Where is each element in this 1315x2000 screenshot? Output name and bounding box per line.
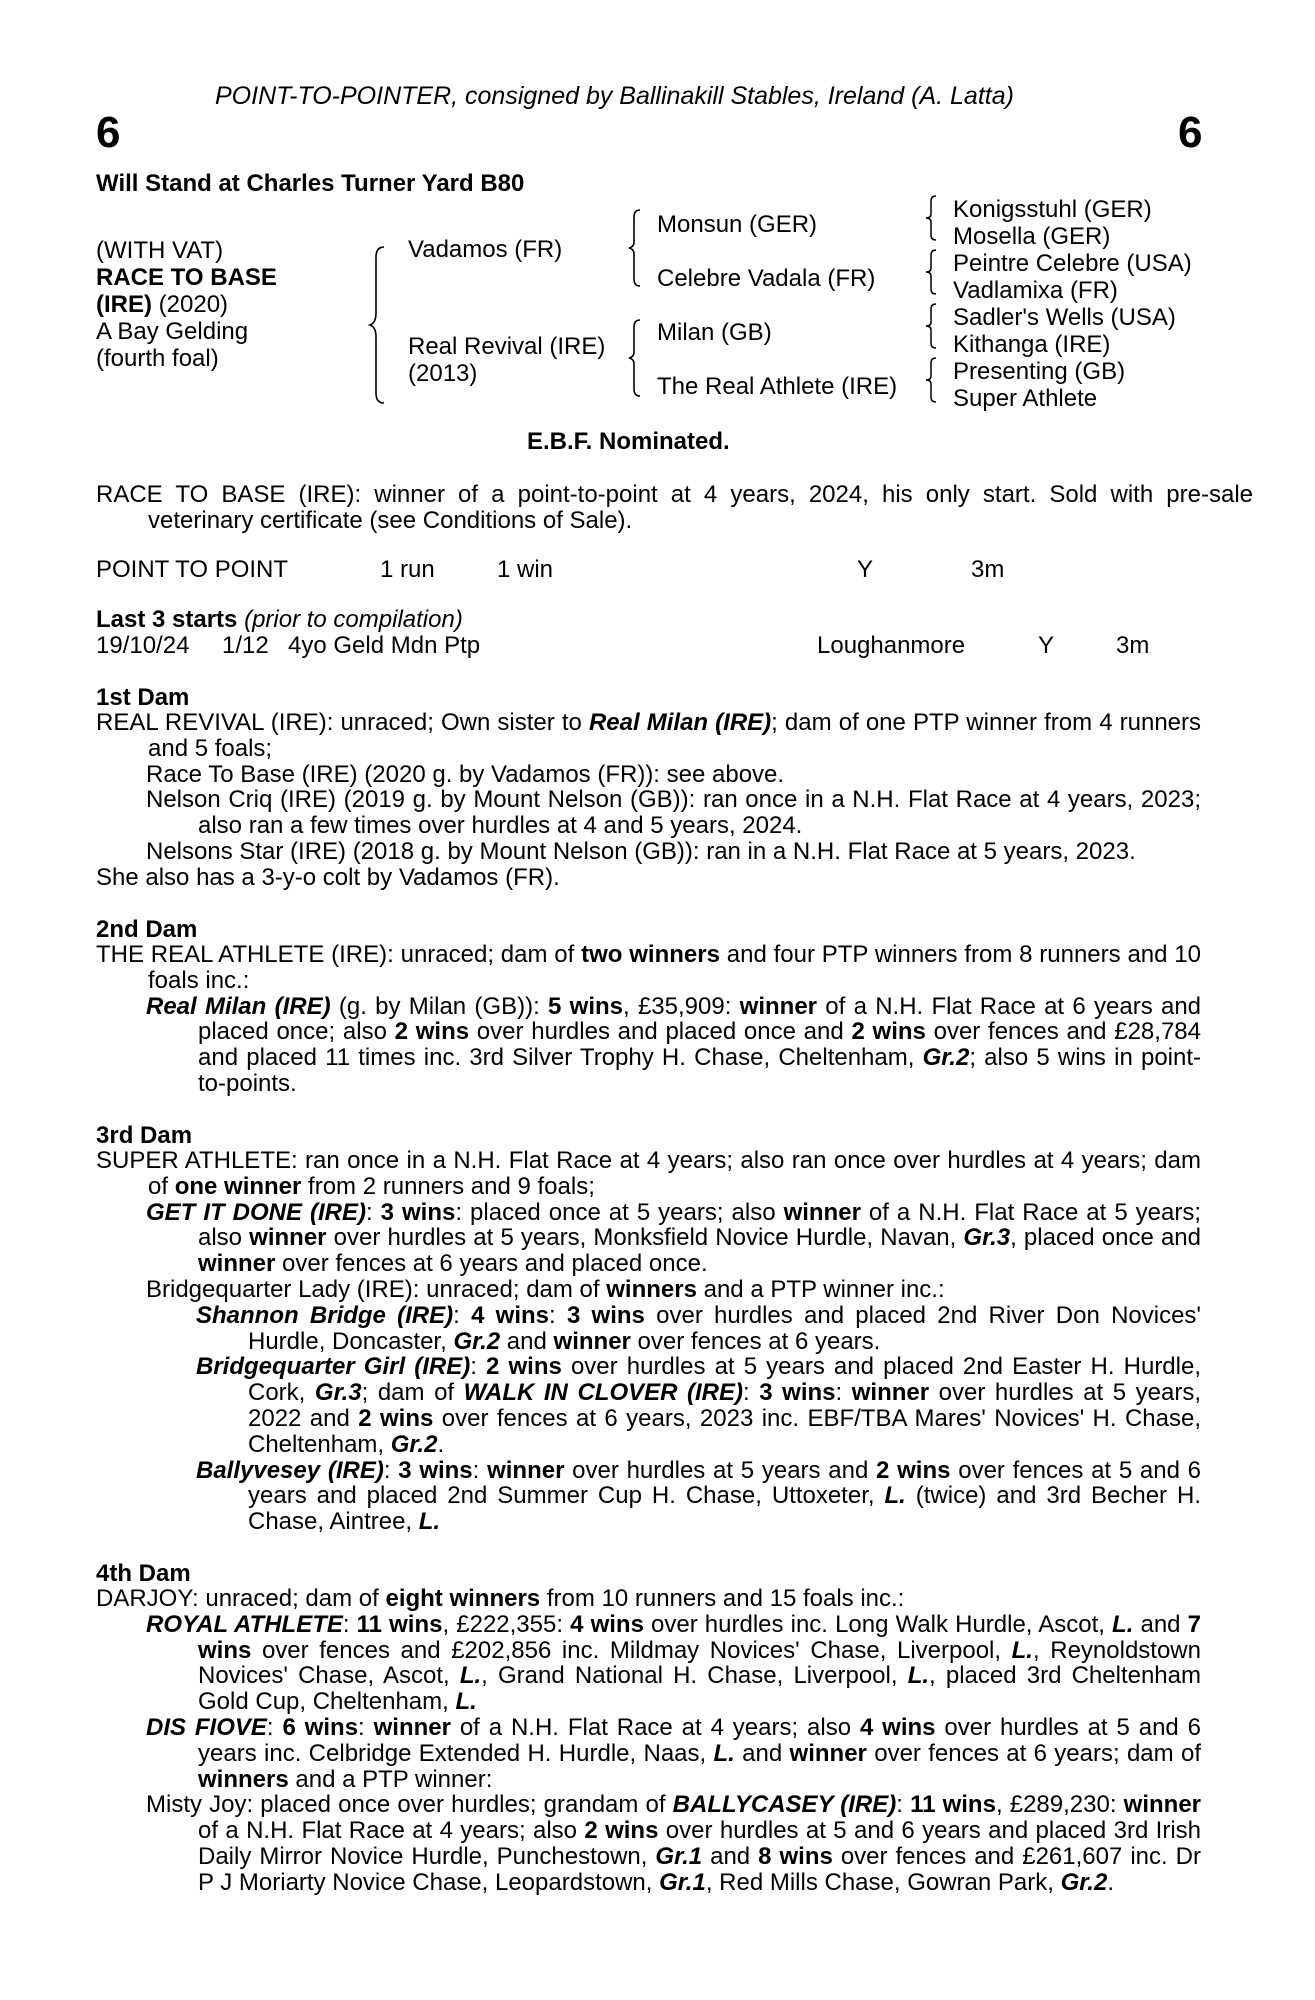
consignor-caption: POINT-TO-POINTER, consigned by Ballinakill Stables, Ireland (A. Latta): [215, 82, 1014, 110]
last-starts-heading: [96, 606, 463, 634]
grand-7: Presenting (GB): [953, 358, 1126, 385]
dam1-offspring-1: Race To Base (IRE) (2020 g. by Vadamos (FR)): see above.: [146, 760, 785, 788]
dam1-section: [96, 710, 1201, 891]
dam3-offspring-get-it-done: GET IT DONE (IRE): 3 wins: placed once at 5 years; also winner of a N.H. Flat Race at 5 years; also winner over hurdles at 5 years, Monksfield Novice Hurdle, Navan, Gr.3, placed once and winner over fences at 6 years and placed once.: [146, 1198, 1202, 1278]
start-position: 1/12: [222, 632, 269, 659]
horse-description: A Bay Gelding: [96, 318, 249, 345]
record-label: POINT TO POINT: [96, 556, 289, 583]
start-date: 19/10/24: [96, 632, 190, 659]
pedigree-bracket-g2: [926, 248, 938, 296]
lot-number-left: 6: [96, 108, 121, 157]
horse-origin-year: [96, 291, 228, 318]
dam3-description: SUPER ATHLETE: ran once in a N.H. Flat Race at 4 years; also ran once over hurdles at 4 years; dam of one winner from 2 runners and 9 foals;: [96, 1147, 1201, 1200]
dam2-section: [96, 942, 1201, 1097]
pedigree-bracket-g3: [926, 302, 938, 350]
dam4-offspring-dis-fiove: DIS FIOVE: 6 wins: winner of a N.H. Flat Race at 4 years; also 4 wins over hurdles at 5 and 6 years inc. Celbridge Extended H. Hurdle, Naas, L. and winner over fences at 6 years; dam of winners and a PTP winner:: [146, 1713, 1201, 1793]
sire-dam: Celebre Vadala (FR): [657, 265, 876, 292]
dam-year: (2013): [408, 360, 478, 387]
dam1-heading: 1st Dam: [96, 684, 190, 711]
dam1-description: REAL REVIVAL (IRE): unraced; Own sister to Real Milan (IRE); dam of one PTP winner from 4 runners and 5 foals;: [96, 709, 1202, 762]
dam2-description: THE REAL ATHLETE (IRE): unraced; dam of two winners and four PTP winners from 8 runners and 10 foals inc.:: [96, 941, 1201, 994]
start-distance: 3m: [1116, 632, 1150, 659]
grand-6: Kithanga (IRE): [953, 331, 1111, 358]
last-starts-note: (prior to compilation): [244, 606, 463, 633]
dam4-heading: 4th Dam: [96, 1560, 191, 1587]
dam4-section: [96, 1586, 1201, 1896]
dam3-heading: 3rd Dam: [96, 1122, 193, 1149]
dam4-description: DARJOY: unraced; dam of eight winners from 10 runners and 15 foals inc.:: [96, 1585, 905, 1612]
horse-year: (2020): [152, 291, 229, 318]
last-starts-title: Last 3 starts: [96, 606, 238, 633]
stand-location: Will Stand at Charles Turner Yard B80: [96, 170, 525, 197]
grand-1: Konigsstuhl (GER): [953, 196, 1152, 223]
horse-country: (IRE): [96, 291, 152, 318]
dam2-heading: 2nd Dam: [96, 916, 198, 943]
grand-2: Mosella (GER): [953, 223, 1111, 250]
dam3-offspring-bridgequarter-lady: Bridgequarter Lady (IRE): unraced; dam of winners and a PTP winner inc.:: [146, 1275, 945, 1303]
grand-4: Vadlamixa (FR): [953, 277, 1118, 304]
pedigree-bracket-dam: [629, 318, 643, 398]
vat-note: (WITH VAT): [96, 237, 224, 264]
pedigree-bracket-sire: [629, 208, 643, 288]
dam1-sister-name: Real Milan (IRE): [588, 709, 772, 736]
sire-sire: Monsun (GER): [657, 211, 818, 238]
dam-dam: The Real Athlete (IRE): [657, 373, 898, 400]
dam4-offspring-royal-athlete: ROYAL ATHLETE: 11 wins, £222,355: 4 wins over hurdles inc. Long Walk Hurdle, Ascot, L. and 7 wins over fences and £202,856 inc. Mildmay Novices' Chase, Liverpool, L., Reynoldstown Novices' Chase, Ascot, L., Grand National H. Chase, Liverpool, L., placed 3rd Cheltenham Gold Cup, Cheltenham, L.: [146, 1610, 1201, 1716]
dam-sire: Milan (GB): [657, 319, 772, 346]
pedigree-bracket-main: [370, 245, 390, 405]
record-going: Y: [857, 556, 874, 583]
start-going: Y: [1038, 632, 1055, 659]
horse-name: RACE TO BASE: [96, 264, 277, 291]
grand-8: Super Athlete: [953, 385, 1098, 412]
foal-note: (fourth foal): [96, 345, 219, 372]
pedigree-bracket-g4: [926, 356, 938, 404]
dam1-offspring-4: She also has a 3-y-o colt by Vadamos (FR).: [96, 863, 560, 891]
lot-number-right: 6: [1178, 108, 1203, 157]
record-distance: 3m: [971, 556, 1005, 583]
sire: Vadamos (FR): [408, 236, 563, 263]
dam3-grandson-shannon-bridge: Shannon Bridge (IRE): 4 wins: 3 wins over hurdles and placed 2nd River Don Novices' Hurdle, Doncaster, Gr.2 and winner over fences at 6 years.: [196, 1301, 1202, 1355]
record-runs: 1 run: [380, 556, 435, 583]
record-wins: 1 win: [497, 556, 554, 583]
dam3-section: [96, 1148, 1201, 1535]
ebf-nominated: E.B.F. Nominated.: [527, 428, 730, 455]
dam1-offspring-3: Nelsons Star (IRE) (2018 g. by Mount Nelson (GB)): ran in a N.H. Flat Race at 5 years, 2023.: [146, 837, 1136, 865]
grand-5: Sadler's Wells (USA): [953, 304, 1176, 331]
start-race: 4yo Geld Mdn Ptp: [288, 632, 481, 659]
dam: Real Revival (IRE): [408, 333, 606, 360]
start-course: Loughanmore: [817, 632, 966, 659]
intro-paragraph: RACE TO BASE (IRE): winner of a point-to-point at 4 years, 2024, his only start. Sold with pre-sale veterinary certificate (see Conditions of Sale).: [96, 481, 1253, 534]
pedigree-bracket-g1: [926, 194, 938, 242]
dam1-offspring-2: Nelson Criq (IRE) (2019 g. by Mount Nelson (GB)): ran once in a N.H. Flat Race at 4 years, 2023; also ran a few times over hurdles at 4 and 5 years, 2024.: [146, 786, 1201, 840]
grand-3: Peintre Celebre (USA): [953, 250, 1192, 277]
dam2-offspring-real-milan: Real Milan (IRE) (g. by Milan (GB)): 5 wins, £35,909: winner of a N.H. Flat Race at 6 years and placed once; also 2 wins over hurdles and placed once and 2 wins over fences and £28,784 and placed 11 times inc. 3rd Silver Trophy H. Chase, Cheltenham, Gr.2; also 5 wins in point-to-points.: [146, 992, 1202, 1097]
dam4-offspring-misty-joy: Misty Joy: placed once over hurdles; grandam of BALLYCASEY (IRE): 11 wins, £289,230: winner of a N.H. Flat Race at 4 years; also 2 wins over hurdles at 5 and 6 years and placed 3rd Irish Daily Mirror Novice Hurdle, Punchestown, Gr.1 and 8 wins over fences and £261,607 inc. Dr P J Moriarty Novice Chase, Leopardstown, Gr.1, Red Mills Chase, Gowran Park, Gr.2.: [146, 1791, 1202, 1896]
dam3-grandson-ballyvesey: Ballyvesey (IRE): 3 wins: winner over hurdles at 5 years and 2 wins over fences at 5 and 6 years and placed 2nd Summer Cup H. Chase, Uttoxeter, L. (twice) and 3rd Becher H. Chase, Aintree, L.: [196, 1456, 1202, 1536]
dam3-granddaughter-bridgequarter-girl: Bridgequarter Girl (IRE): 2 wins over hurdles at 5 years and placed 2nd Easter H. Hurdle, Cork, Gr.3; dam of WALK IN CLOVER (IRE): 3 wins: winner over hurdles at 5 years, 2022 and 2 wins over fences at 6 years, 2023 inc. EBF/TBA Mares' Novices' H. Chase, Cheltenham, Gr.2.: [196, 1353, 1202, 1458]
